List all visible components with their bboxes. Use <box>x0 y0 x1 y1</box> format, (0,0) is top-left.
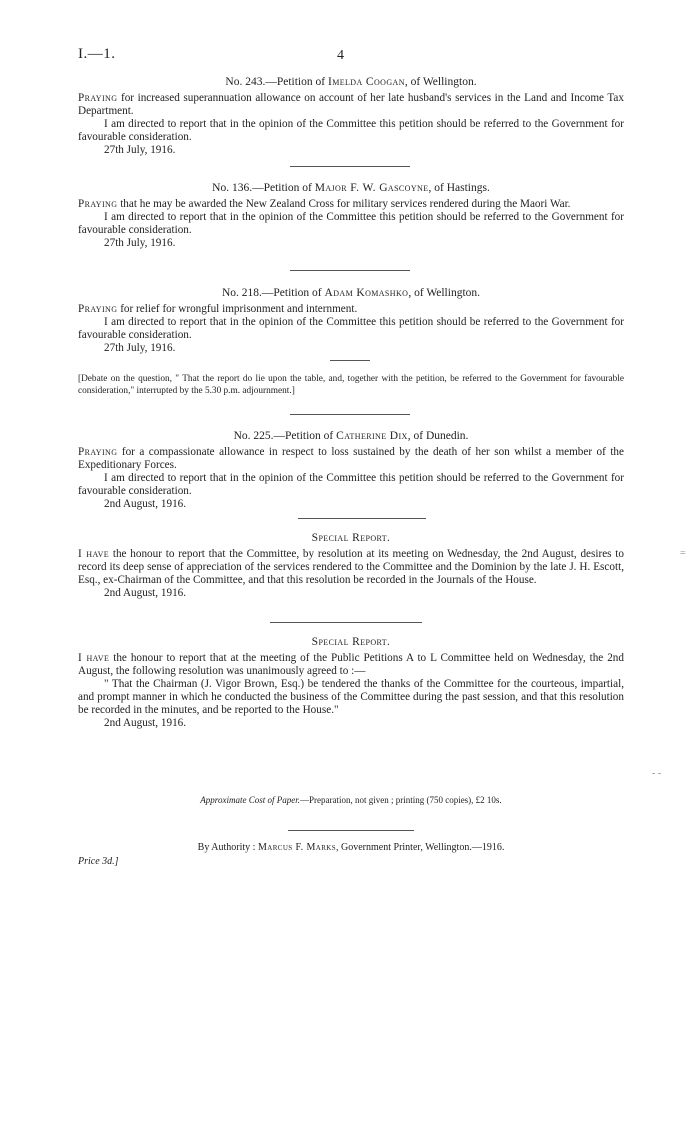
petition-date: 27th July, 1916. <box>104 237 176 249</box>
petitioner-name: Adam Komashko <box>324 287 409 299</box>
section-divider <box>298 518 426 519</box>
petition-entry <box>78 287 624 355</box>
section-divider <box>270 622 422 623</box>
petition-report: I am directed to report that in the opinion of the Committee this petition should be referred to the Government for favourable consideration. <box>78 472 624 497</box>
petition-heading: No. 218.—Petition of Adam Komashko, of Wellington. <box>221 287 481 299</box>
petition-report: I am directed to report that in the opinion of the Committee this petition should be referred to the Government for favourable consideration. <box>78 211 624 236</box>
margin-mark: - - <box>652 768 662 779</box>
cost-of-paper: Approximate Cost of Paper.—Preparation, not given ; printing (750 copies), £2 10s. <box>200 795 502 805</box>
special-report-title: Special Report. <box>311 532 391 544</box>
petition-date: 27th July, 1916. <box>104 342 176 354</box>
document-reference: I.—1. <box>78 46 116 62</box>
margin-mark: = <box>680 548 686 559</box>
petition-heading: No. 136.—Petition of Major F. W. Gascoyne, of Hastings. <box>212 182 490 194</box>
printer-authority: By Authority : Marcus F. Marks, Government Printer, Wellington.—1916. <box>197 842 505 853</box>
petitioner-name: Imelda Coogan <box>327 76 405 88</box>
section-divider <box>290 270 410 271</box>
special-report-date: 2nd August, 1916. <box>104 587 187 599</box>
petition-report: I am directed to report that in the opinion of the Committee this petition should be referred to the Government for favourable consideration. <box>78 316 624 341</box>
petition-prayer: Praying for a compassionate allowance in respect to loss sustained by the death of her son whilst a member of the Expeditionary Forces. <box>78 446 624 471</box>
footer-divider <box>288 830 414 831</box>
petitioner-name: Major F. W. Gascoyne <box>314 182 429 194</box>
petition-date: 27th July, 1916. <box>104 144 176 156</box>
petition-heading: No. 243.—Petition of Imelda Coogan, of Wellington. <box>225 76 477 88</box>
petition-entry <box>78 430 624 511</box>
petition-prayer: Praying that he may be awarded the New Zealand Cross for military services rendered during the Maori War. <box>78 198 571 210</box>
special-report-date: 2nd August, 1916. <box>104 717 187 729</box>
price-label: Price 3d.] <box>78 856 119 867</box>
petition-prayer: Praying for increased superannuation allowance on account of her late husband's services in the Land and Income Tax Department. <box>78 92 624 117</box>
section-divider <box>290 414 410 415</box>
petitioner-name: Catherine Dix <box>336 430 408 442</box>
petition-entry <box>78 76 624 157</box>
petition-date: 2nd August, 1916. <box>104 498 187 510</box>
special-report-title: Special Report. <box>311 636 391 648</box>
petition-heading: No. 225.—Petition of Catherine Dix, of Dunedin. <box>233 430 469 442</box>
special-report <box>78 636 624 730</box>
petition-entry <box>78 182 624 250</box>
page-number: 4 <box>337 48 344 63</box>
petition-report: I am directed to report that in the opinion of the Committee this petition should be referred to the Government for favourable consideration. <box>78 118 624 143</box>
section-divider <box>330 360 370 361</box>
special-report-quote: " That the Chairman (J. Vigor Brown, Esq.) be tendered the thanks of the Committee for the courteous, impartial, and prompt manner in which he conducted the business of the Committee during the past session, and that this resolution be recorded in the minutes, and be reported to the House." <box>78 678 624 716</box>
debate-note: [Debate on the question, " That the report do lie upon the table, and, together with the petition, be referred to the Government for favourable consideration," interrupted by the 5.30 p.m. adjournment.] <box>78 374 624 396</box>
special-report-body: I have the honour to report that at the meeting of the Public Petitions A to L Committee held on Wednesday, the 2nd August, the following resolution was unanimously agreed to :— <box>78 652 624 677</box>
section-divider <box>290 166 410 167</box>
petition-prayer: Praying for relief for wrongful imprisonment and internment. <box>78 303 358 315</box>
special-report-body: I have the honour to report that the Committee, by resolution at its meeting on Wednesday, the 2nd August, desires to record its deep sense of appreciation of the services rendered to the Committee and the Dominion by the late J. H. Escott, Esq., ex-Chairman of the Committee, and that this resolution be recorded in the Journals of the House. <box>78 548 624 586</box>
special-report <box>78 532 624 600</box>
